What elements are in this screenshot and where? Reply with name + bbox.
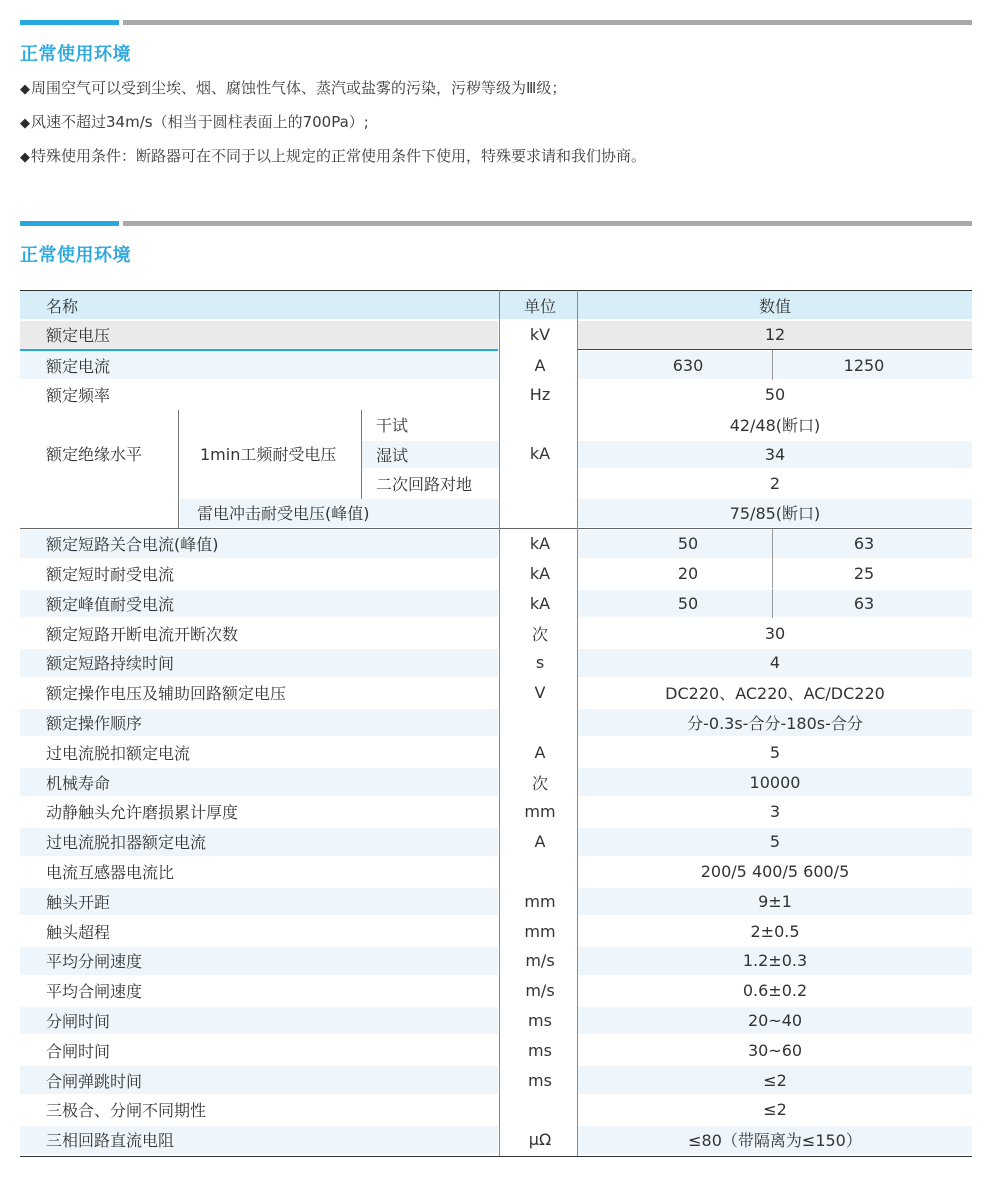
table-row (20, 827, 972, 857)
row-unit: A (534, 355, 546, 375)
diamond-bullet-icon: ◆ (20, 82, 30, 97)
row-unit: A (534, 742, 546, 762)
row-unit (502, 1095, 578, 1125)
bullet-text: 风速不超过34m/s（相当于圆柱表面上的700Pa）; (31, 113, 369, 131)
divider-line (123, 221, 972, 226)
column-divider (577, 290, 578, 1156)
table-row (20, 1065, 972, 1095)
row-value-2: 63 (853, 534, 875, 554)
table-row (20, 1036, 972, 1066)
row-unit: kV (529, 325, 551, 345)
table-row (20, 618, 972, 648)
diamond-bullet-icon: ◆ (20, 116, 30, 131)
row-name: 额定电流 (46, 356, 111, 376)
row-name: 额定短路关合电流(峰值) (46, 535, 219, 555)
row-name: 三极合、分闸不同期性 (46, 1101, 207, 1121)
lightning-value: 75/85(断口) (729, 504, 821, 524)
table-row (20, 887, 972, 917)
row-name: 额定短时耐受电流 (46, 565, 175, 585)
row-value: 分-0.3s-合分-180s-合分 (687, 714, 863, 734)
table-row (20, 797, 972, 827)
row-unit: kA (529, 534, 551, 554)
insulation-subrow (20, 440, 972, 469)
row-name: 合闸弹跳时间 (46, 1071, 143, 1091)
row-unit: ms (528, 1040, 552, 1060)
table-row (20, 380, 972, 410)
row-value-1: 630 (672, 355, 704, 375)
row-unit: ms (528, 1011, 552, 1031)
row-unit: ms (528, 1070, 552, 1090)
row-unit: 次 (531, 773, 548, 793)
row-name: 机械寿命 (46, 773, 111, 793)
divider-accent (20, 221, 119, 226)
row-name: 分闸时间 (46, 1012, 111, 1032)
row-unit: μΩ (528, 1130, 552, 1150)
row-unit: kA (529, 564, 551, 584)
header-name: 名称 (46, 296, 79, 316)
insulation-test-value: 2 (769, 473, 781, 493)
insulation-test-value: 42/48(断口) (729, 416, 821, 436)
row-value: ≤2 (763, 1100, 787, 1120)
insulation-test-label: 湿试 (376, 445, 409, 465)
divider-line (123, 20, 972, 25)
table-row (20, 767, 972, 797)
section-title: 正常使用环境 (20, 44, 131, 65)
table-row (20, 1125, 972, 1155)
row-unit: kA (529, 593, 551, 613)
row-unit: Hz (529, 385, 551, 405)
insulation-test-label: 二次回路对地 (376, 474, 473, 494)
row-unit (502, 857, 578, 887)
table-row (20, 320, 972, 350)
row-name: 动静触头允许磨损累计厚度 (46, 803, 239, 823)
row-value-1: 50 (677, 534, 699, 554)
table-row (20, 738, 972, 768)
row-name: 额定短路持续时间 (46, 654, 175, 674)
table-row (20, 678, 972, 708)
lightning-row (20, 498, 972, 528)
table-row (20, 589, 972, 619)
row-name: 触头开距 (46, 892, 111, 912)
bullet-item (20, 145, 646, 166)
section-title: 正常使用环境 (20, 245, 131, 266)
split-divider (772, 589, 773, 619)
row-unit: mm (524, 802, 556, 822)
diamond-bullet-icon: ◆ (20, 150, 30, 165)
row-value: 12 (764, 325, 786, 345)
column-divider (499, 290, 500, 1156)
table-row (20, 1095, 972, 1125)
row-value: ≤2 (763, 1070, 787, 1090)
row-unit: m/s (525, 951, 555, 971)
insulation-subrow (20, 410, 972, 440)
row-name: 过电流脱扣额定电流 (46, 743, 191, 763)
bullet-item (20, 77, 566, 98)
bullet-text: 周围空气可以受到尘埃、烟、腐蚀性气体、蒸汽或盐雾的污染，污秽等级为Ⅲ级； (31, 79, 567, 97)
table-row (20, 529, 972, 559)
insulation-name: 额定绝缘水平 (46, 445, 143, 465)
row-value: 9±1 (758, 891, 792, 911)
row-unit (502, 708, 578, 738)
spec-table (20, 290, 972, 1158)
row-name: 触头超程 (46, 922, 111, 942)
table-row (20, 559, 972, 589)
row-value: 20~40 (747, 1011, 803, 1031)
row-name: 额定短路开断电流开断次数 (46, 624, 239, 644)
row-name: 额定操作顺序 (46, 714, 143, 734)
row-name: 过电流脱扣器额定电流 (46, 833, 207, 853)
row-value-1: 20 (677, 564, 699, 584)
divider (361, 410, 362, 499)
row-name: 额定峰值耐受电流 (46, 594, 175, 614)
insulation-block (20, 410, 972, 528)
row-name: 额定电压 (46, 326, 111, 346)
row-value: 4 (769, 653, 781, 673)
table-row (20, 857, 972, 887)
header-unit: 单位 (523, 296, 556, 316)
split-divider (772, 529, 773, 559)
row-name: 额定频率 (46, 386, 111, 406)
row-name: 额定操作电压及辅助回路额定电压 (46, 684, 287, 704)
table-bottom-border (20, 1156, 972, 1157)
row-value: DC220、AC220、AC/DC220 (665, 684, 885, 704)
table-row (20, 946, 972, 976)
section-divider (20, 20, 972, 25)
row-value: 50 (764, 385, 786, 405)
row-value: 5 (769, 742, 781, 762)
row-value: 10000 (749, 772, 801, 792)
lightning-label: 雷电冲击耐受电压(峰值) (197, 504, 370, 524)
row-unit: s (535, 653, 545, 673)
split-divider (772, 350, 773, 380)
row-value: 30 (764, 623, 786, 643)
table-row (20, 976, 972, 1006)
row-value: 0.6±0.2 (742, 981, 808, 1001)
row-unit: 次 (531, 624, 548, 644)
section-divider (20, 221, 972, 226)
row-value-1: 50 (677, 593, 699, 613)
bullet-text: 特殊使用条件：断路器可在不同于以上规定的正常使用条件下使用，特殊要求请和我们协商。 (31, 147, 647, 165)
divider-accent (20, 20, 119, 25)
insulation-subrow (20, 469, 972, 498)
row-unit: V (534, 683, 546, 703)
row-value-2: 63 (853, 593, 875, 613)
row-unit: A (534, 832, 546, 852)
header-value: 数值 (758, 296, 791, 316)
insulation-group-label: 1min工频耐受电压 (200, 445, 337, 465)
row-value: 1.2±0.3 (742, 951, 808, 971)
table-top-border (20, 290, 972, 291)
insulation-unit: kA (529, 444, 551, 464)
table-row (20, 1006, 972, 1036)
row-unit: m/s (525, 981, 555, 1001)
row-value: 2±0.5 (750, 921, 800, 941)
table-row (20, 350, 972, 380)
split-divider (772, 559, 773, 589)
row-value: 30~60 (747, 1040, 803, 1060)
table-header (20, 290, 972, 320)
divider (178, 410, 179, 528)
row-value: ≤80（带隔离为≤150） (688, 1131, 862, 1151)
table-row (20, 916, 972, 946)
row-value-2: 1250 (843, 355, 885, 375)
row-value-2: 25 (853, 564, 875, 584)
row-unit: mm (524, 891, 556, 911)
row-value: 3 (769, 802, 781, 822)
row-name: 平均分闸速度 (46, 952, 143, 972)
table-row (20, 648, 972, 678)
row-name: 三相回路直流电阻 (46, 1131, 175, 1151)
insulation-test-value: 34 (764, 444, 786, 464)
row-unit: mm (524, 921, 556, 941)
row-value: 5 (769, 832, 781, 852)
row-name: 合闸时间 (46, 1041, 111, 1061)
table-row (20, 708, 972, 738)
row-value: 200/5 400/5 600/5 (700, 862, 850, 882)
insulation-test-label: 干试 (376, 416, 409, 436)
bullet-item (20, 111, 369, 132)
row-name: 平均合闸速度 (46, 982, 143, 1002)
row-name: 电流互感器电流比 (46, 863, 175, 883)
